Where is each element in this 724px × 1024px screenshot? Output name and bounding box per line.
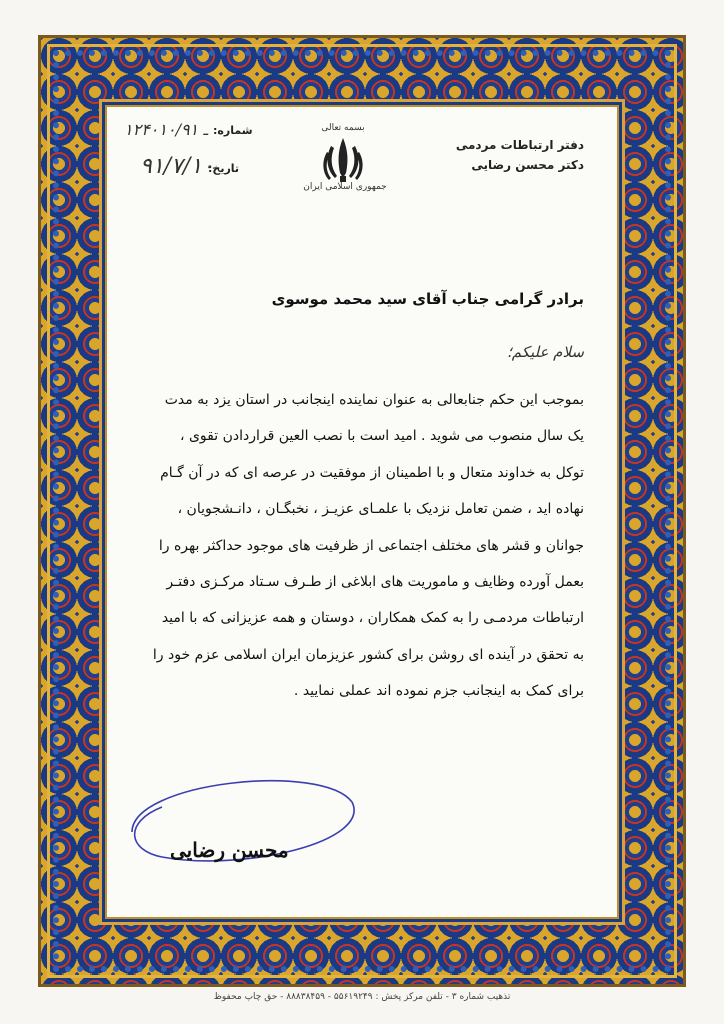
- emblem-motto: بسمه تعالی: [321, 123, 365, 133]
- body-line: بموجب این حکم جنابعالی به عنوان نماینده اینجانب در استان یزد به مدت: [164, 392, 584, 408]
- body-line: جوانان و قشر های مختلف اجتماعی از ظرفیت های موجود حداکثر بهره را: [158, 537, 584, 554]
- body-line: توکل به خداوند متعال و با اطمینان از موفقیت در عرصه ای که در آن گـام: [160, 464, 584, 481]
- body-line: یک سال منصوب می شوید . امید است با نصب العین قراردادن تقوی ،: [179, 428, 584, 445]
- body-line: برای کمک به اینجانب جزم نموده اند عملی نمایید .: [293, 683, 584, 700]
- body-line: به تحقق در آینده ای روشن برای کشور عزیزمان ایران اسلامی عزم خود را: [152, 646, 584, 663]
- signature-scribble: [122, 762, 362, 882]
- signature-name: محسن رضایی: [170, 838, 289, 862]
- letter-body: [124, 382, 584, 710]
- number-value: ۱۲ـ ۴۰۱۰/۹۱: [124, 120, 208, 139]
- date-value: ۹۱/۷/۱۰: [140, 154, 214, 179]
- body-line: نهاده اید ، ضمن تعامل نزدیک با علمـای عزیـز ، نخبگـان ، دانـشجویان ،: [177, 501, 584, 518]
- body-line: ارتباطات مردمـی را به کمک همکاران ، دوستان و همه عزیزانی که با امید: [161, 610, 584, 627]
- greeting: سلام علیکم؛: [506, 343, 584, 361]
- sender-name-header: دکتر محسن رضایی: [471, 158, 584, 172]
- recipient-line: برادر گرامی جناب آقای سید محمد موسوی: [271, 290, 584, 308]
- department-title: دفتر ارتباطات مردمی: [455, 138, 584, 152]
- body-line: بعمل آورده وظایف و ماموریت های ابلاغی از طـرف سـتاد مرکـزی دفتـر: [166, 574, 584, 591]
- date-label: تاریخ:: [208, 162, 240, 175]
- number-label: شماره:: [213, 124, 253, 137]
- footer-printer-info: تذهیب شماره ۳ - تلفن مرکز پخش : ۵۵۶۱۹۲۴۹ - ۸۸۸۳۸۴۵۹ - حق چاپ محفوظ: [213, 992, 511, 1002]
- emblem-country-text: جمهوری اسلامی ایران: [303, 182, 387, 192]
